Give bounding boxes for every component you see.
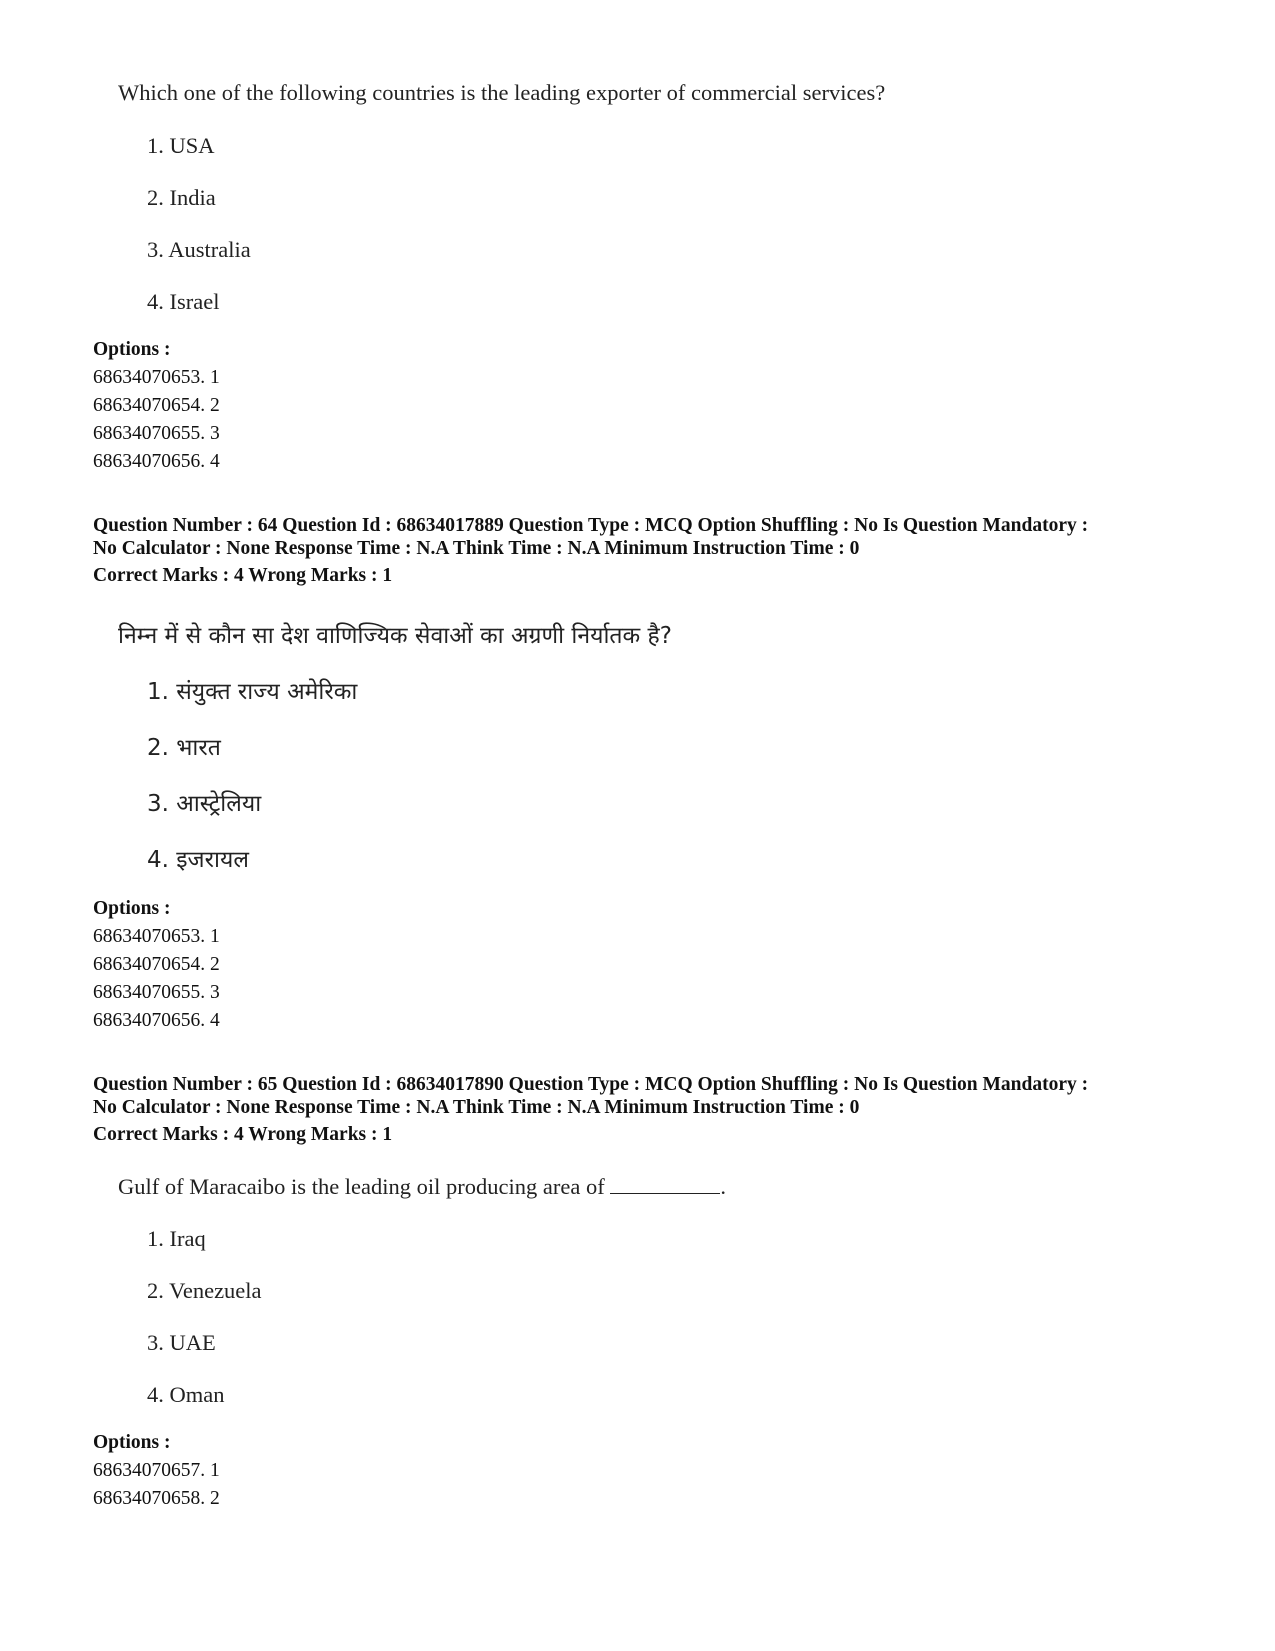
option-id-line: 68634070655. 3	[93, 423, 220, 444]
option-id-line: 68634070654. 2	[93, 395, 220, 416]
option-id-line: 68634070655. 3	[93, 982, 220, 1003]
option-id-line: 68634070653. 1	[93, 926, 220, 947]
question-suffix: .	[720, 1174, 726, 1199]
choice-item: 4. Oman	[147, 1382, 225, 1407]
choice-item: 2. India	[147, 185, 216, 210]
choice-item: 1. USA	[147, 133, 215, 158]
option-id-line: 68634070653. 1	[93, 367, 220, 388]
option-id-line: 68634070656. 4	[93, 451, 220, 472]
choice-item: 1. संयुक्त राज्य अमेरिका	[147, 679, 358, 705]
option-id-line: 68634070656. 4	[93, 1010, 220, 1031]
options-label: Options :	[93, 898, 171, 919]
question-meta-line2: No Calculator : None Response Time : N.A Think Time : N.A Minimum Instruction Time : 0	[93, 1097, 860, 1118]
question-meta-line2: No Calculator : None Response Time : N.A Think Time : N.A Minimum Instruction Time : 0	[93, 538, 860, 559]
question-text: Which one of the following countries is the leading exporter of commercial services?	[118, 80, 886, 105]
question-meta-line1: Question Number : 65 Question Id : 68634017890 Question Type : MCQ Option Shuffling : No Is Question Mandatory :	[93, 1074, 1089, 1095]
choice-item: 2. Venezuela	[147, 1278, 262, 1303]
marks-line: Correct Marks : 4 Wrong Marks : 1	[93, 1124, 393, 1145]
option-id-line: 68634070654. 2	[93, 954, 220, 975]
options-label: Options :	[93, 339, 171, 360]
options-label: Options :	[93, 1432, 171, 1453]
choice-item: 3. UAE	[147, 1330, 216, 1355]
choice-item: 4. Israel	[147, 289, 220, 314]
question-meta-line1: Question Number : 64 Question Id : 68634017889 Question Type : MCQ Option Shuffling : No Is Question Mandatory :	[93, 515, 1089, 536]
marks-line: Correct Marks : 4 Wrong Marks : 1	[93, 565, 393, 586]
choice-item: 3. Australia	[147, 237, 251, 262]
question-text-line	[118, 1174, 726, 1200]
choice-item: 4. इजरायल	[147, 847, 249, 873]
choice-item: 3. आस्ट्रेलिया	[147, 791, 262, 817]
option-id-line: 68634070658. 2	[93, 1488, 220, 1509]
question-text: निम्न में से कौन सा देश वाणिज्यिक सेवाओं का अग्रणी निर्यातक है?	[118, 623, 672, 649]
question-text: Gulf of Maracaibo is the leading oil producing area of	[118, 1174, 605, 1199]
fill-in-blank	[610, 1175, 720, 1194]
option-id-line: 68634070657. 1	[93, 1460, 220, 1481]
choice-item: 1. Iraq	[147, 1226, 206, 1251]
choice-item: 2. भारत	[147, 735, 221, 761]
